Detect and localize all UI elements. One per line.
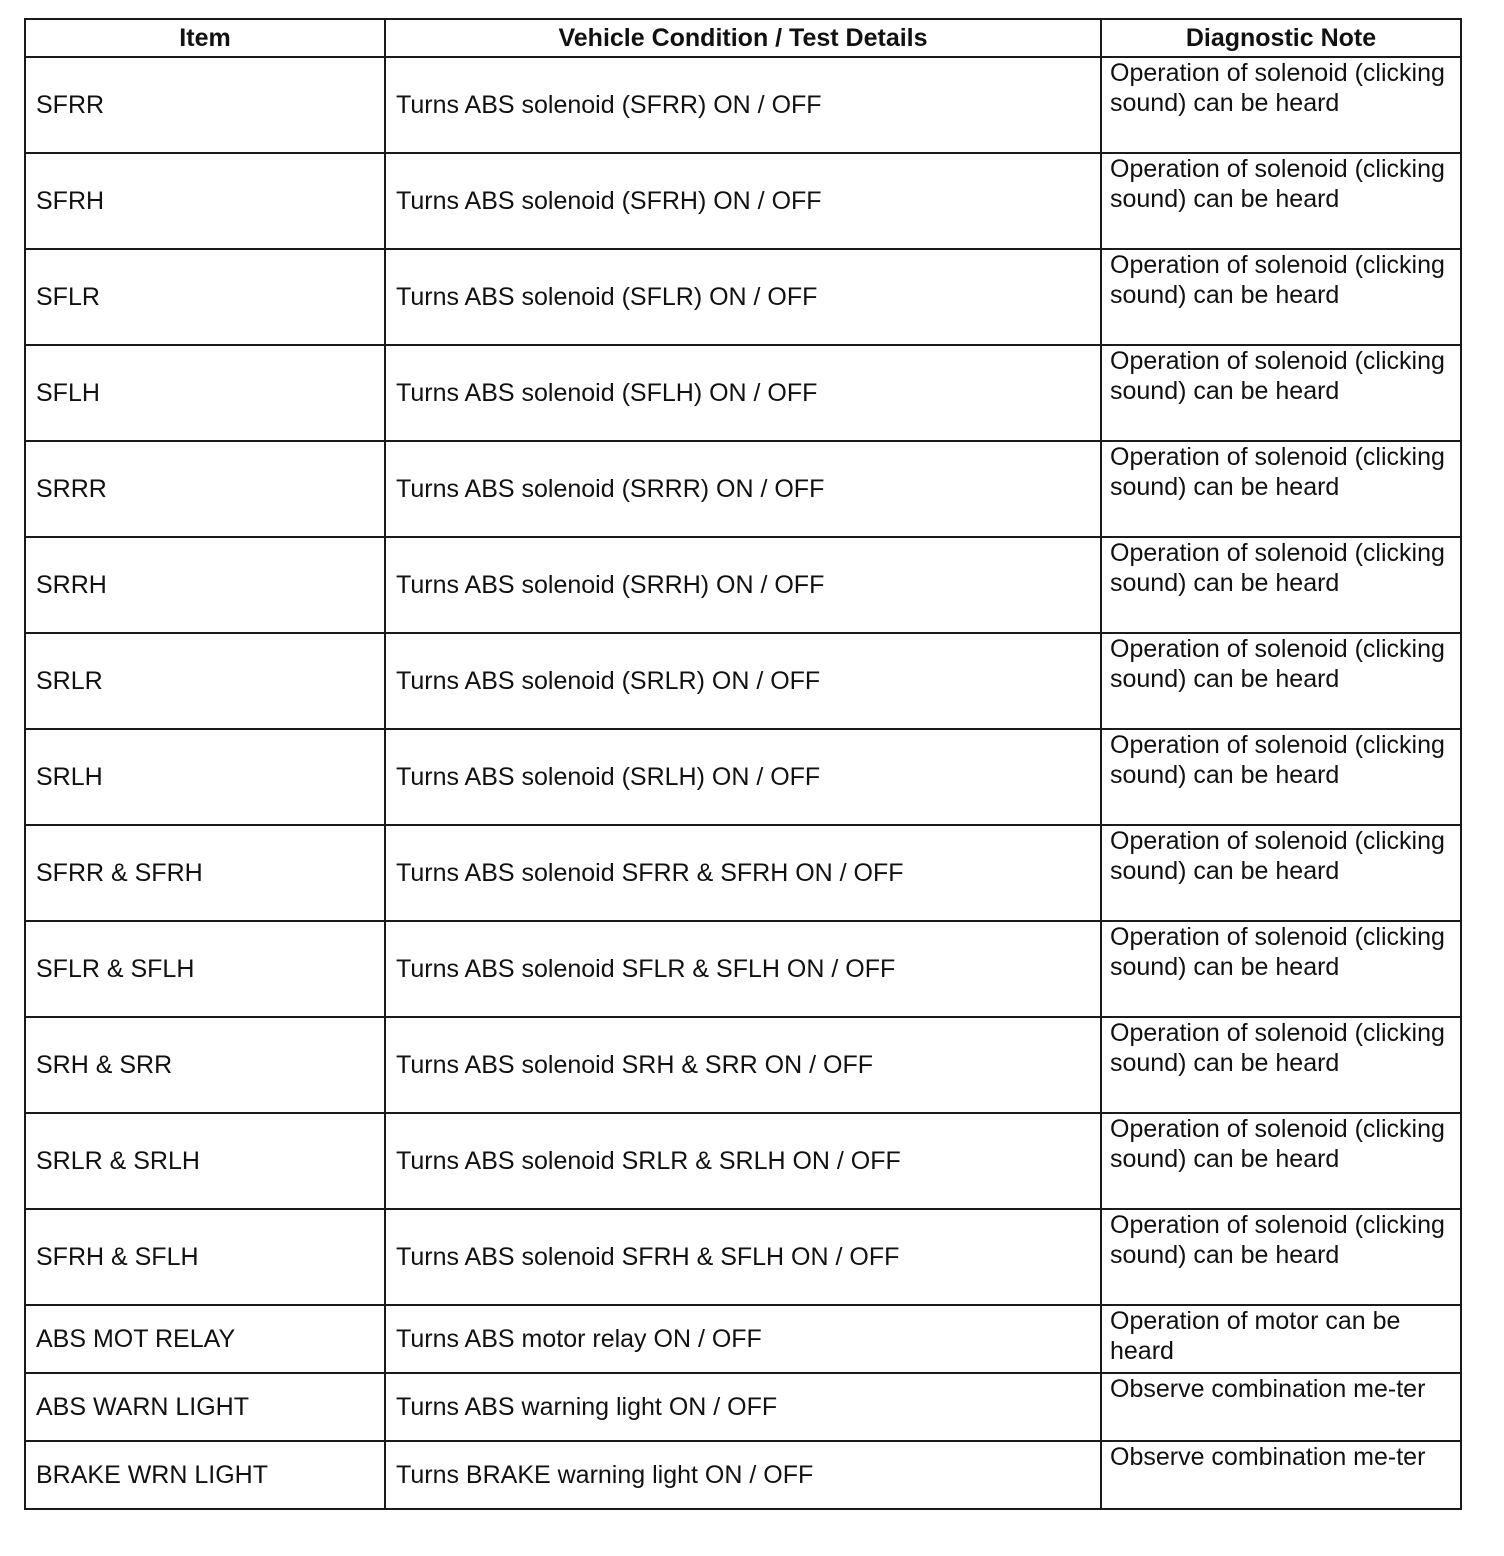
- note-cell: Operation of solenoid (clicking sound) can be heard: [1101, 345, 1461, 441]
- table-row: [25, 1441, 1461, 1509]
- table-row: [25, 921, 1461, 1017]
- condition-cell: Turns ABS warning light ON / OFF: [385, 1373, 1101, 1441]
- item-cell: SRLR: [25, 633, 385, 729]
- table-row: [25, 153, 1461, 249]
- table-row: [25, 1305, 1461, 1373]
- condition-cell: Turns ABS solenoid (SFLH) ON / OFF: [385, 345, 1101, 441]
- item-cell: SFRH & SFLH: [25, 1209, 385, 1305]
- condition-cell: Turns ABS solenoid (SRLR) ON / OFF: [385, 633, 1101, 729]
- table-row: [25, 1209, 1461, 1305]
- header-item: Item: [25, 19, 385, 57]
- item-cell: SFRR: [25, 57, 385, 153]
- note-cell: Operation of solenoid (clicking sound) can be heard: [1101, 729, 1461, 825]
- note-cell: Operation of solenoid (clicking sound) can be heard: [1101, 1017, 1461, 1113]
- header-row: [25, 19, 1461, 57]
- header-note: Diagnostic Note: [1101, 19, 1461, 57]
- item-cell: SFLH: [25, 345, 385, 441]
- item-cell: SFRH: [25, 153, 385, 249]
- condition-cell: Turns ABS motor relay ON / OFF: [385, 1305, 1101, 1373]
- item-cell: SRRH: [25, 537, 385, 633]
- table-row: [25, 633, 1461, 729]
- item-cell: BRAKE WRN LIGHT: [25, 1441, 385, 1509]
- table-row: [25, 1373, 1461, 1441]
- condition-cell: Turns ABS solenoid SFRH & SFLH ON / OFF: [385, 1209, 1101, 1305]
- note-cell: Operation of solenoid (clicking sound) can be heard: [1101, 1209, 1461, 1305]
- header-condition: Vehicle Condition / Test Details: [385, 19, 1101, 57]
- item-cell: SRH & SRR: [25, 1017, 385, 1113]
- condition-cell: Turns ABS solenoid SFRR & SFRH ON / OFF: [385, 825, 1101, 921]
- item-cell: SRRR: [25, 441, 385, 537]
- note-cell: Operation of solenoid (clicking sound) can be heard: [1101, 537, 1461, 633]
- table-row: [25, 345, 1461, 441]
- condition-cell: Turns BRAKE warning light ON / OFF: [385, 1441, 1101, 1509]
- condition-cell: Turns ABS solenoid (SRLH) ON / OFF: [385, 729, 1101, 825]
- item-cell: SFLR: [25, 249, 385, 345]
- note-cell: Operation of solenoid (clicking sound) can be heard: [1101, 57, 1461, 153]
- condition-cell: Turns ABS solenoid (SRRR) ON / OFF: [385, 441, 1101, 537]
- note-cell: Operation of solenoid (clicking sound) can be heard: [1101, 153, 1461, 249]
- note-cell: Operation of solenoid (clicking sound) can be heard: [1101, 441, 1461, 537]
- item-cell: SFLR & SFLH: [25, 921, 385, 1017]
- condition-cell: Turns ABS solenoid (SRRH) ON / OFF: [385, 537, 1101, 633]
- condition-cell: Turns ABS solenoid SRLR & SRLH ON / OFF: [385, 1113, 1101, 1209]
- table-row: [25, 249, 1461, 345]
- note-cell: Operation of solenoid (clicking sound) can be heard: [1101, 249, 1461, 345]
- item-cell: ABS WARN LIGHT: [25, 1373, 385, 1441]
- condition-cell: Turns ABS solenoid SRH & SRR ON / OFF: [385, 1017, 1101, 1113]
- table-row: [25, 57, 1461, 153]
- table-row: [25, 825, 1461, 921]
- note-cell: Operation of solenoid (clicking sound) can be heard: [1101, 1113, 1461, 1209]
- table-row: [25, 537, 1461, 633]
- note-cell: Operation of solenoid (clicking sound) can be heard: [1101, 921, 1461, 1017]
- item-cell: SFRR & SFRH: [25, 825, 385, 921]
- note-cell: Observe combination me-ter: [1101, 1441, 1461, 1509]
- table-row: [25, 1113, 1461, 1209]
- note-cell: Observe combination me-ter: [1101, 1373, 1461, 1441]
- item-cell: SRLR & SRLH: [25, 1113, 385, 1209]
- condition-cell: Turns ABS solenoid (SFRH) ON / OFF: [385, 153, 1101, 249]
- note-cell: Operation of solenoid (clicking sound) can be heard: [1101, 633, 1461, 729]
- table-row: [25, 729, 1461, 825]
- note-cell: Operation of motor can be heard: [1101, 1305, 1461, 1373]
- condition-cell: Turns ABS solenoid SFLR & SFLH ON / OFF: [385, 921, 1101, 1017]
- item-cell: SRLH: [25, 729, 385, 825]
- table-row: [25, 441, 1461, 537]
- item-cell: ABS MOT RELAY: [25, 1305, 385, 1373]
- diagnostic-table: [24, 18, 1462, 1510]
- condition-cell: Turns ABS solenoid (SFLR) ON / OFF: [385, 249, 1101, 345]
- table-row: [25, 1017, 1461, 1113]
- note-cell: Operation of solenoid (clicking sound) can be heard: [1101, 825, 1461, 921]
- condition-cell: Turns ABS solenoid (SFRR) ON / OFF: [385, 57, 1101, 153]
